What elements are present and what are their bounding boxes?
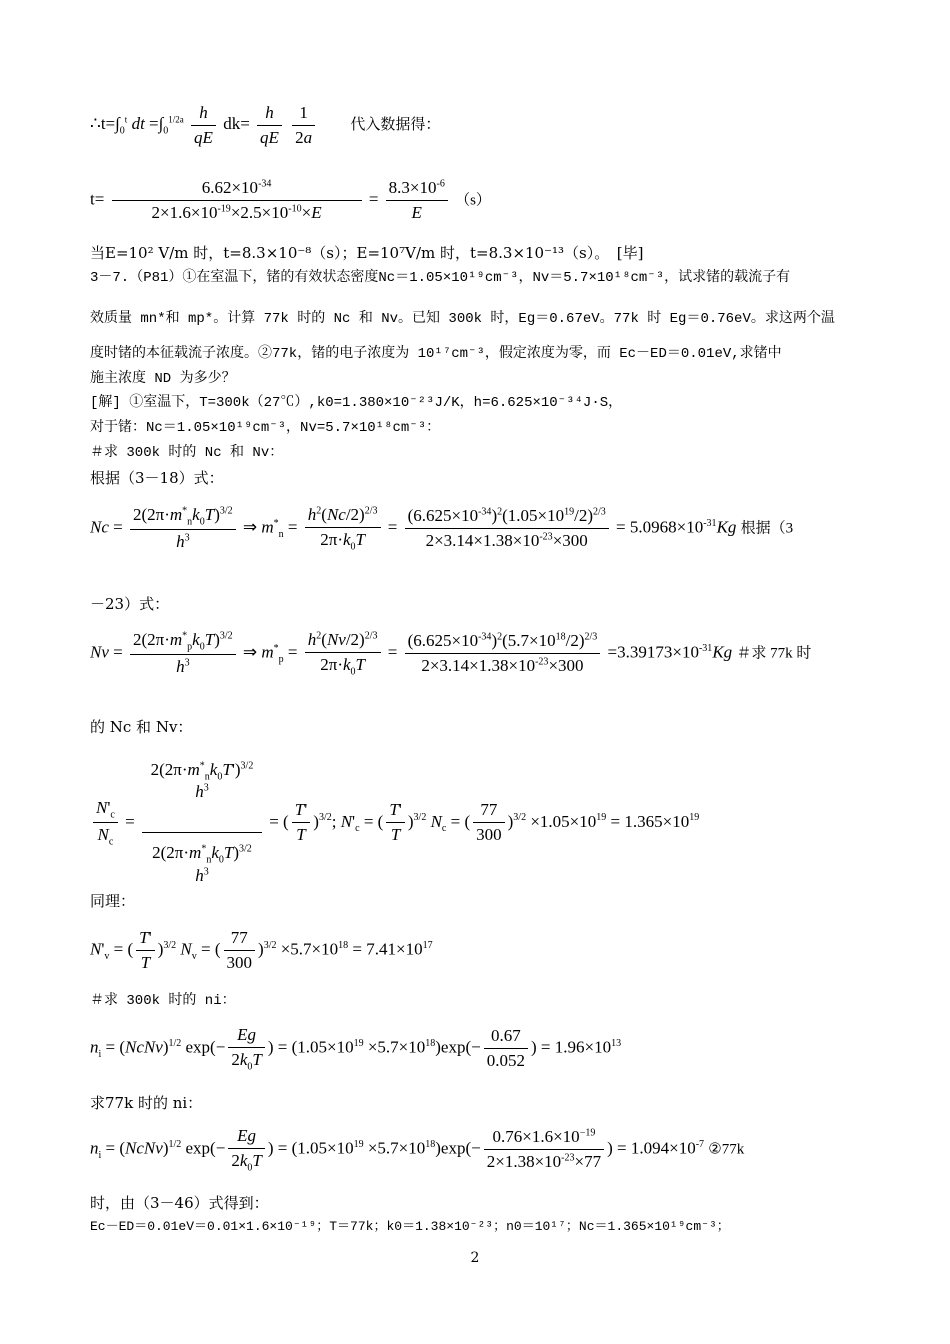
text-line: 时，由（3－46）式得到： xyxy=(90,1194,269,1212)
text-line: 当E=10² V/m 时，t=8.3×10⁻⁸（s）；E=10⁷V/m 时，t=8.3×10⁻¹³（s）。 [毕] xyxy=(90,244,644,262)
integral-equation: $\therefore t=\int_0^t$ dt $=\int_0^{1/2a}$ $\frac{h}{qE}$ dk= $\frac{h}{qE}$ $\frac{1}{2a}$ 代入数据得： xyxy=(90,103,441,147)
problem-line: 3－7.（P81）①在室温下，锗的有效状态密度Nc＝1.05×10¹⁹cm⁻³，Nv＝5.7×10¹⁸cm⁻³，试求锗的载流子有 xyxy=(90,270,791,286)
solution-line: 根据（3－18）式： xyxy=(90,469,224,487)
text-line: 求77k 时的 ni： xyxy=(90,1094,203,1112)
time-equation: t= $\frac{6.62\times 10^{-34}}{2\times 1.6\times 10^{-19}\times 2.5\times 10^{-10}\times E}$ = $\frac{8.3\times 10^{-6}}{E}$ （s） xyxy=(90,178,491,222)
problem-line: 度时锗的本征载流子浓度。②77k，锗的电子浓度为 10¹⁷cm⁻³，假定浓度为零，而 Ec－ED＝0.01eV,求锗中 xyxy=(90,346,782,362)
nc-equation: Nc = $\frac{2(2\pi\cdot m^*_nk_0T)^{3/2}}{h^3}$ ⇒ $m^*_n$ = $\frac{h^2(Nc/2)^{2/3}}{2\pi\cdot k_0T}$ = $\frac{(6.625\times 10^{-34})^2(1.05\times 10^{19}/2)^{2/3}}{2\times 3.14\times 1.38\times 10^{-23}\times 300}$ = $5.0968\times 10^{-31}Kg$ 根据（3 xyxy=(90,505,794,553)
problem-line: 效质量 mn*和 mp*。计算 77k 时的 Nc 和 Nv。已知 300k 时，Eg＝0.67eV。77k 时 Eg＝0.76eV。求这两个温 xyxy=(90,311,835,327)
eq6-tail: ②77k xyxy=(708,1141,745,1158)
text-line: 的 Nc 和 Nv： xyxy=(90,718,193,736)
problem-line: 施主浓度 ND 为多少？ xyxy=(90,371,236,387)
nc-77k-equation: $\frac{N'_c}{N_c}$ = $2(2\pi\cdot m^*_nk_0T')^{3/2}$ $h^3$ $2(2\pi\cdot m^*_nk_0T)^{3/2}$ $h^3$ = ( $\frac{T'}{T}$ )$^{3/2}$; $N'_c$ = ( $\frac{T'}{T}$ )$^{3/2}$ $N_c$ = ( $\frac{77}{300}$ )$^{3/2} \times 1.05\times 10^{19} = 1.365\times 10^{19}$ xyxy=(90,760,699,886)
page-number: 2 xyxy=(470,1250,480,1266)
eq2-tail: ＃求 77k 时 xyxy=(736,645,812,662)
ni-300k-equation: $n_i$ = (NcNv)$^{1/2}$ exp(− $\frac{Eg}{2k_0T}$ ) = $(1.05\times 10^{19} \times 5.7\times 10^{18})\exp(-$ $\frac{0.67}{0.052}$ ) = $1.96\times 10^{13}$ xyxy=(90,1025,622,1073)
ni-77k-equation: $n_i$ = (NcNv)$^{1/2}$ exp(− $\frac{Eg}{2k_0T}$ ) = $(1.05\times 10^{19} \times 5.7\times 10^{18})\exp(-$ $\frac{0.76\times 1.6\times 10^{-19}}{2\times 1.38\times 10^{-23}\times 77}$ ) = $1.094\times 10^{-7}$ ②77k xyxy=(90,1126,745,1174)
substitute-label: 代入数据得： xyxy=(350,117,441,134)
nv-equation: Nv = $\frac{2(2\pi\cdot m^*_pk_0T)^{3/2}}{h^3}$ ⇒ $m^*_p$ = $\frac{h^2(Nv/2)^{2/3}}{2\pi\cdot k_0T}$ = $\frac{(6.625\times 10^{-34})^2(5.7\times 10^{18}/2)^{2/3}}{2\times 3.14\times 1.38\times 10^{-23}\times 300}$ $=3.39173\times 10^{-31}Kg$ ＃求 77k 时 xyxy=(90,630,812,678)
text-line: －23）式： xyxy=(90,595,170,613)
solution-line: [解] ①室温下，T=300k（27℃）,k0=1.380×10⁻²³J/K，h=6.625×10⁻³⁴J·S， xyxy=(90,395,623,411)
eq1-tail: 根据（3 xyxy=(740,520,794,537)
text-line: ＃求 300k 时的 ni： xyxy=(90,993,236,1009)
text-line: 同理： xyxy=(90,892,136,910)
solution-line: ＃求 300k 时的 Nc 和 Nv： xyxy=(90,445,284,461)
nv-77k-equation: $N'_v$ = ( $\frac{T'}{T}$ )$^{3/2}$ $N_v$ = ( $\frac{77}{300}$ )$^{3/2} \times 5.7\times 10^{18} = 7.41\times 10^{17}$ xyxy=(90,928,433,972)
text-line: Ec－ED＝0.01eV＝0.01×1.6×10⁻¹⁹；T＝77k；k0＝1.38×10⁻²³；n0＝10¹⁷；Nc＝1.365×10¹⁹cm⁻³； xyxy=(90,1219,730,1234)
solution-line: 对于锗：Nc＝1.05×10¹⁹cm⁻³，Nv=5.7×10¹⁸cm⁻³： xyxy=(90,420,441,436)
